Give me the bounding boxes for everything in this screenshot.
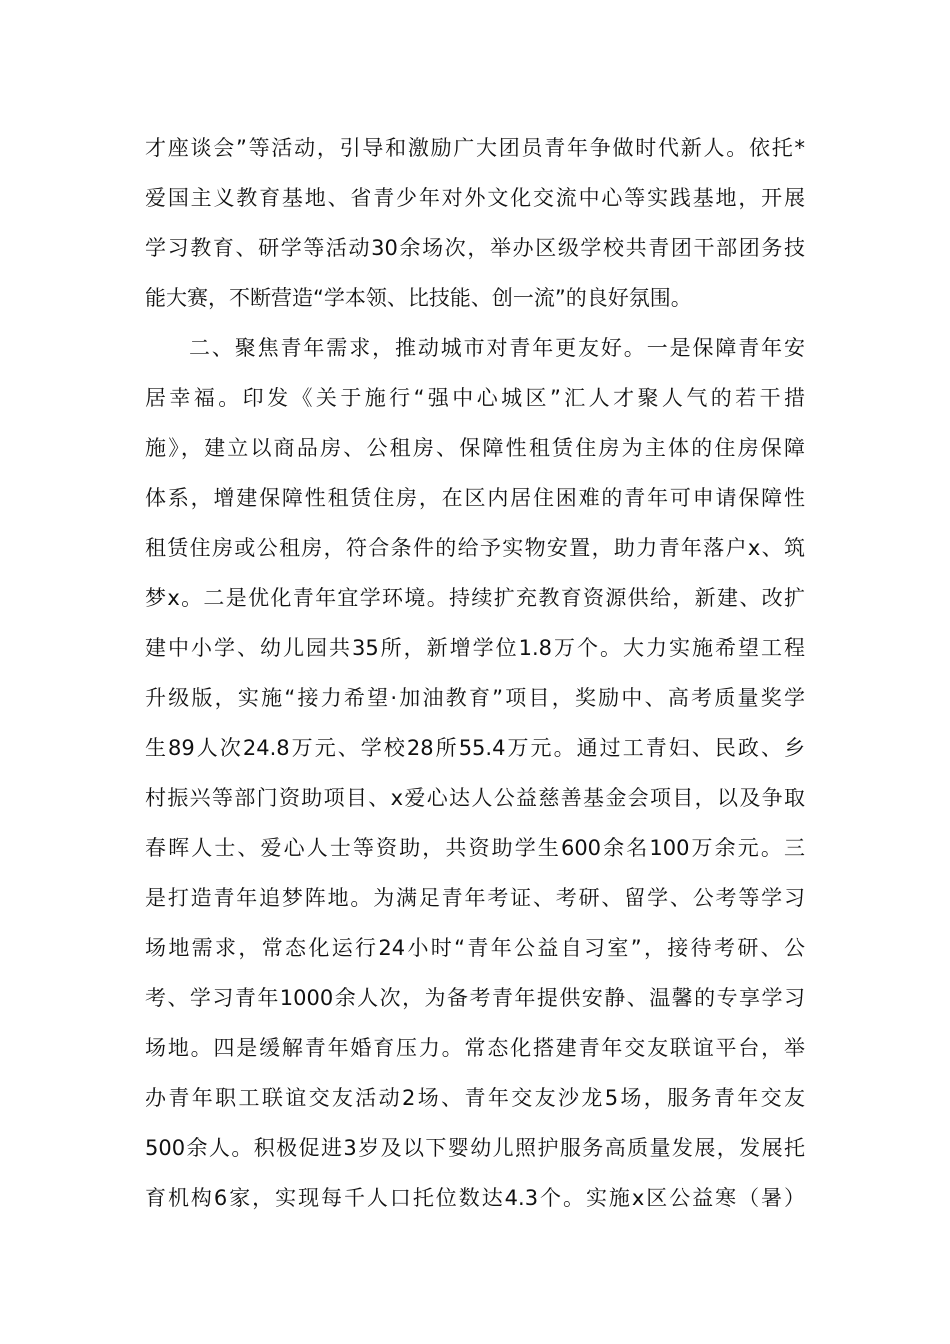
text-line: 学习教育、研学等活动30余场次，举办区级学校共青团干部团务技 bbox=[145, 236, 805, 260]
text-line: 居幸福。印发《关于施行“强中心城区”汇人才聚人气的若干措 bbox=[145, 386, 805, 410]
text-line: 生89人次24.8万元、学校28所55.4万元。通过工青妇、民政、乡 bbox=[145, 736, 805, 760]
text-line: 升级版，实施“接力希望·加油教育”项目，奖励中、高考质量奖学 bbox=[145, 686, 805, 710]
text-line: 考、学习青年1000余人次，为备考青年提供安静、温馨的专享学习 bbox=[145, 986, 805, 1010]
text-line: 春晖人士、爱心人士等资助，共资助学生600余名100万余元。三 bbox=[145, 836, 805, 860]
text-line: 体系，增建保障性租赁住房，在区内居住困难的青年可申请保障性 bbox=[145, 486, 805, 510]
text-line: 场地需求，常态化运行24小时“青年公益自习室”，接待考研、公 bbox=[145, 936, 805, 960]
text-line: 爱国主义教育基地、省青少年对外文化交流中心等实践基地，开展 bbox=[145, 186, 805, 210]
text-line: 才座谈会”等活动，引导和激励广大团员青年争做时代新人。依托* bbox=[145, 136, 805, 160]
text-line: 建中小学、幼儿园共35所，新增学位1.8万个。大力实施希望工程 bbox=[145, 636, 805, 660]
section-heading-line: 二、聚焦青年需求，推动城市对青年更友好。一是保障青年安 bbox=[189, 336, 805, 360]
body-text bbox=[145, 130, 805, 1230]
text-line: 能大赛，不断营造“学本领、比技能、创一流”的良好氛围。 bbox=[145, 286, 692, 310]
text-line: 梦x。二是优化青年宜学环境。持续扩充教育资源供给，新建、改扩 bbox=[145, 586, 805, 610]
text-line: 是打造青年追梦阵地。为满足青年考证、考研、留学、公考等学习 bbox=[145, 886, 805, 910]
text-line: 租赁住房或公租房，符合条件的给予实物安置，助力青年落户x、筑 bbox=[145, 536, 805, 560]
text-line: 500余人。积极促进3岁及以下婴幼儿照护服务高质量发展，发展托 bbox=[145, 1136, 805, 1160]
text-line: 施》，建立以商品房、公租房、保障性租赁住房为主体的住房保障 bbox=[145, 436, 805, 460]
text-line: 办青年职工联谊交友活动2场、青年交友沙龙5场，服务青年交友 bbox=[145, 1086, 805, 1110]
text-line: 村振兴等部门资助项目、x爱心达人公益慈善基金会项目，以及争取 bbox=[145, 786, 805, 810]
text-line: 场地。四是缓解青年婚育压力。常态化搭建青年交友联谊平台，举 bbox=[145, 1036, 805, 1060]
text-line: 育机构6家，实现每千人口托位数达4.3个。实施x区公益寒（暑） bbox=[145, 1186, 805, 1210]
